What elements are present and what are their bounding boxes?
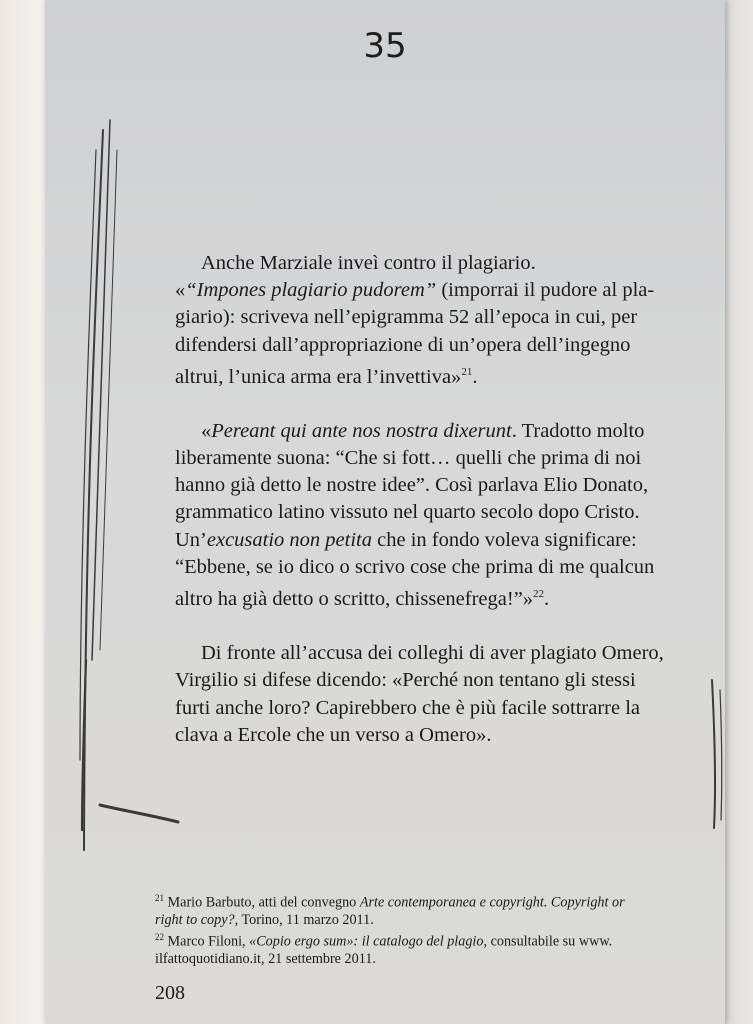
text-run: «: [201, 419, 212, 442]
text-run: (imporrai il pudore al pla-: [436, 279, 655, 302]
text-run: Mario Barbuto, atti del convegno: [164, 894, 360, 911]
text-run: clava a Ercole che un verso a Omero».: [175, 723, 492, 746]
text-run: «: [175, 279, 186, 302]
pencil-line: [712, 680, 715, 828]
text-run: altro ha già detto o scritto, chissenefrega!”»: [175, 587, 534, 610]
footnote-ref: 22: [533, 588, 545, 601]
text-run: Anche Marziale inveì contro il plagiario.: [201, 252, 536, 274]
text-run: hanno già detto le nostre idee”. Così parlava Elio Donato,: [175, 474, 649, 497]
pencil-line: [80, 150, 96, 760]
footnote-ref: 22: [155, 932, 164, 943]
pencil-line: [100, 150, 117, 650]
page-number: 208: [155, 982, 185, 1004]
text-run: Arte contemporanea e copyright. Copyright or: [359, 894, 625, 911]
text-run: “Ebbene, se io dico o scrivo cose che prima di me qualcun: [175, 555, 655, 578]
text-run: liberamente suona: “Che si fott… quelli che prima di noi: [175, 447, 642, 470]
text-run: furti anche loro? Capirebbero che è più facile sottrarre la: [175, 696, 641, 719]
text-run: Pereant qui ante nos nostra dixerunt: [211, 419, 512, 442]
pencil-line: [84, 130, 103, 850]
text-run: grammatico latino vissuto nel quarto secolo dopo Cristo.: [175, 501, 640, 524]
text-run: altrui, l’unica arma era l’invettiva»: [175, 365, 462, 388]
text-run: «Copio ergo sum»: il catalogo del plagio: [249, 933, 484, 950]
text-run: excusatio non petita: [206, 528, 372, 551]
text-run: , consultabile su www.: [483, 933, 613, 950]
text-run: Di fronte all’accusa dei colleghi di aver plagiato Omero,: [201, 642, 664, 665]
text-run: ilfattoquotidiano.it, 21 settembre 2011.: [155, 951, 376, 968]
text-run: right to copy?: [155, 911, 235, 928]
text-run: Virgilio si difese dicendo: «Perché non tentano gli stessi: [175, 669, 636, 692]
text-run: , Torino, 11 marzo 2011.: [234, 911, 374, 928]
pencil-line: [92, 120, 110, 660]
footnote-ref: 21: [461, 365, 473, 378]
text-run: giario): scriveva nell’epigramma 52 all’epoca in cui, per: [175, 306, 638, 329]
text-run: .: [544, 587, 550, 610]
footnote-ref: 21: [155, 893, 164, 903]
text-run: Un’: [175, 528, 207, 551]
text-run: difendersi dall’appropriazione di un’opera dell’ingegno: [175, 333, 631, 356]
pencil-line: [720, 690, 722, 820]
text-run: che in fondo voleva significare:: [372, 528, 637, 551]
text-run: “Impones plagiario pudorem”: [185, 279, 437, 302]
text-run: Marco Filoni,: [164, 933, 250, 950]
pencil-line: [100, 805, 178, 822]
text-run: .: [472, 365, 478, 388]
chapter-number: 35: [363, 26, 407, 66]
text-run: . Tradotto molto: [511, 419, 645, 442]
